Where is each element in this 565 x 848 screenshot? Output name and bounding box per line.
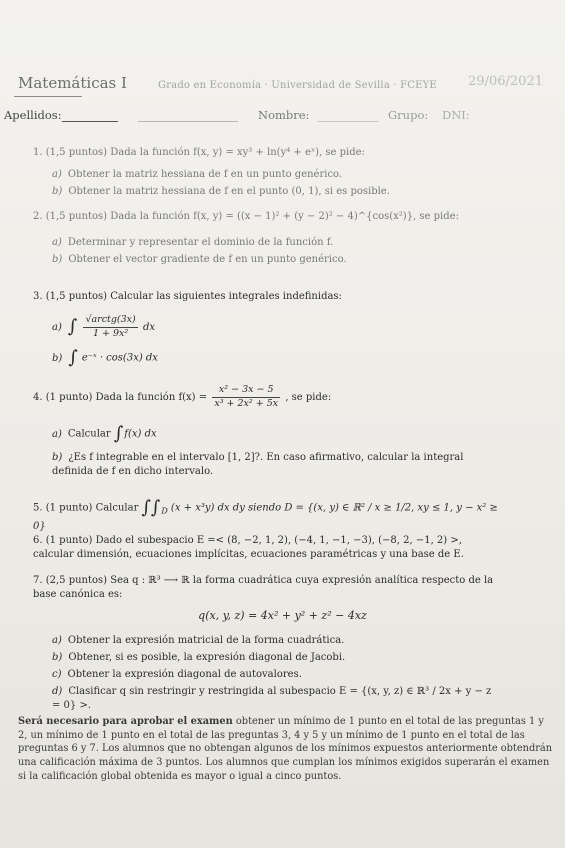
question-6-text: 6. (1 punto) Dado el subespacio E =< (8, −2, 1, 2), (−4, 1, −1, −3), (−8, 2, −1, 2) >, calcular dimensión, ecuaciones implícitas, ecuaciones paramétricas y una base de E.	[33, 535, 464, 560]
question-7-formula: q(x, y, z) = 4x² + y² + z² − 4xz	[198, 609, 367, 622]
question-4-text: 4. (1 punto) Dada la función f(x) =	[33, 391, 208, 403]
question-4-numerator: x² − 3x − 5	[212, 384, 280, 398]
subject-title: Matemáticas I	[18, 74, 127, 92]
question-4a-label: Calcular	[67, 428, 111, 440]
apellidos-label: Apellidos:	[4, 108, 62, 122]
question-1	[33, 146, 499, 160]
question-5-expr: (x + x³y) dx dy siendo D = {(x, y) ∈ ℝ² / x ≥ 1/2, xy ≤ 1, y − x² ≥ 0}	[33, 502, 498, 533]
question-7a: a) Obtener la expresión matricial de la forma cuadrática.	[52, 635, 345, 646]
header-underline	[14, 96, 82, 97]
nombre-label: Nombre:	[258, 108, 310, 122]
question-5-text: 5. (1 punto) Calcular	[33, 502, 139, 514]
question-7-text: 7. (2,5 puntos) Sea q : ℝ³ ⟶ ℝ la forma cuadrática cuya expresión analítica respecto de la base canónica es:	[33, 575, 494, 600]
dni-label: DNI:	[442, 108, 470, 122]
question-2b: b) Obtener el vector gradiente de f en un punto genérico.	[52, 254, 347, 265]
question-5: 5. (1 punto) Calcular $\int\int_D$ (x + x³y) dx dy siendo D = {(x, y) ∈ ℝ² / x ≥ 1/2, xy ≤ 1, y − x² ≥ 0}	[33, 497, 498, 533]
question-4-denominator: x³ + 2x² + 5x	[214, 397, 279, 409]
question-3-text: 3. (1,5 puntos) Calcular las siguientes integrales indefinidas:	[33, 291, 342, 302]
question-3a-differential: dx	[142, 321, 155, 333]
question-7b-text: Obtener, si es posible, la expresión diagonal de Jacobi.	[68, 652, 346, 663]
question-1a: a) Obtener la matriz hessiana de f en un punto genérico.	[52, 169, 343, 180]
question-2b-text: Obtener el vector gradiente de f en un punto genérico.	[68, 254, 347, 265]
question-4b: b) ¿Es f integrable en el intervalo [1, 2]?. En caso afirmativo, calcular la integral definida de f en dicho intervalo.	[52, 452, 464, 477]
student-info-row	[0, 108, 547, 126]
question-4a-expr: f(x) dx	[124, 428, 157, 440]
question-6	[33, 534, 499, 561]
question-7c-text: Obtener la expresión diagonal de autovalores.	[67, 669, 302, 680]
exam-instructions	[18, 715, 553, 784]
nombre-blank	[318, 121, 378, 122]
question-2a: a) Determinar y representar el dominio de la función f.	[52, 237, 334, 248]
question-2	[33, 210, 499, 224]
exam-date: 29/06/2021	[468, 74, 543, 89]
question-3b: b) ∫ e⁻ˣ · cos(3x) dx	[52, 347, 158, 368]
question-3a-numerator: √arctg(3x)	[83, 314, 137, 328]
question-2-text: 2. (1,5 puntos) Dada la función f(x, y) = ((x − 1)² + (y − 2)² − 4)^{cos(x²)}, se pide:	[33, 211, 459, 222]
question-4-text-end: , se pide:	[285, 391, 332, 403]
question-1-text: 1. (1,5 puntos) Dada la función f(x, y) = xy³ + ln(y⁴ + eˣ), se pide:	[33, 147, 365, 158]
question-3a-denominator: 1 + 9x²	[92, 327, 129, 339]
question-1a-text: Obtener la matriz hessiana de f en un punto genérico.	[67, 169, 343, 180]
instructions-bold: Será necesario para aprobar el examen	[18, 716, 233, 727]
question-3b-text: e⁻ˣ · cos(3x) dx	[81, 352, 158, 364]
question-1b-text: Obtener la matriz hessiana de f en el punto (0, 1), si es posible.	[68, 186, 390, 197]
instructions-text: obtener un mínimo de 1 punto en el total de las preguntas 1 y 2, un mínimo de 1 punto en el total de las preguntas 3, 4 y 5 y un mínimo de 1 punto en el total de las preguntas 6 y 7. Los alumnos que no obtengan algunos de los mínimos expuestos anteriormente obtendrán una calificación máxima de 3 puntos. Los alumnos que cumplan los mínimos exigidos superarán el examen si la calificación global obtenida es mayor o igual a cinco puntos.	[18, 716, 553, 782]
question-7d-text: Clasificar q sin restringir y restringida al subespacio E = {(x, y, z) ∈ ℝ³ / 2x + y − z = 0} >.	[52, 686, 492, 711]
question-4	[33, 384, 499, 411]
question-7b: b) Obtener, si es posible, la expresión diagonal de Jacobi.	[52, 652, 346, 663]
apellidos-blank-2	[138, 121, 238, 122]
question-7	[33, 574, 499, 601]
question-3	[33, 290, 499, 304]
question-7a-text: Obtener la expresión matricial de la forma cuadrática.	[67, 635, 345, 646]
question-4a: a) Calcular ∫f(x) dx	[52, 423, 157, 444]
degree-info: Grado en Economía · Universidad de Sevilla · FCEYE	[158, 80, 437, 91]
question-3a: a) ∫ $\frac{\text{√arctg(3x)}}{\text{1 + 9x²}}$ dx	[52, 314, 155, 339]
grupo-label: Grupo:	[388, 108, 429, 122]
question-4b-text: ¿Es f integrable en el intervalo [1, 2]?. En caso afirmativo, calcular la integral definida de f en dicho intervalo.	[52, 452, 464, 477]
question-7d: d) Clasificar q sin restringir y restringida al subespacio E = {(x, y, z) ∈ ℝ³ / 2x + y − z = 0} >.	[52, 686, 492, 711]
apellidos-blank	[62, 121, 118, 122]
question-2a-text: Determinar y representar el dominio de la función f.	[67, 237, 334, 248]
question-7c: c) Obtener la expresión diagonal de autovalores.	[52, 669, 302, 680]
question-1b: b) Obtener la matriz hessiana de f en el punto (0, 1), si es posible.	[52, 186, 390, 197]
exam-header	[18, 74, 543, 96]
